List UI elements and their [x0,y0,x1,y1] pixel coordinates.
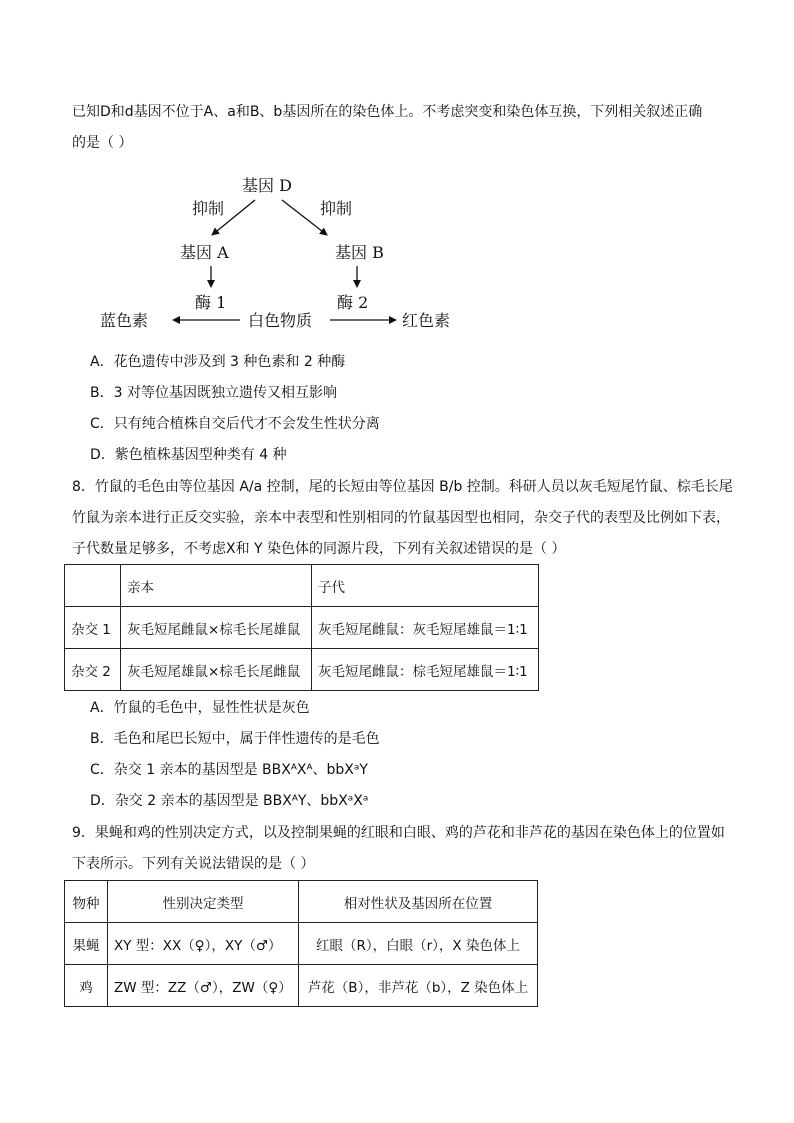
table-cell: 芦花（B），非芦花（b），Z 染色体上 [299,965,538,1007]
table-cell: 亲本 [121,565,312,607]
white-substance-label: 白色物质 [248,311,313,330]
table-row [65,649,539,691]
q7-option-c: C．只有纯合植株自交后代才不会发生性状分离 [90,416,380,432]
q8-line-2: 竹鼠为亲本进行正反交实验，亲本中表型和性别相同的竹鼠基因型也相同，杂交子代的表型及比例如下表， [72,510,730,526]
intro-line-1: 已知D和d基因不位于A、a和B、b基因所在的染色体上。不考虑突变和染色体互换，下列相关叙述正确 [72,104,703,120]
q8-option-b: B．毛色和尾巴长短中，属于伴性遗传的是毛色 [90,731,380,747]
table-cell: 红眼（R），白眼（r），X 染色体上 [299,923,538,965]
table-cell: 杂交 2 [65,649,121,691]
table-row [65,565,539,607]
q8-table [64,564,539,691]
q9-line-2: 下表所示。下列有关说法错误的是（ ） [72,856,315,872]
table-cell: 灰毛短尾雄鼠×棕毛长尾雌鼠 [121,649,312,691]
table-cell: 杂交 1 [65,607,121,649]
table-cell: 物种 [65,881,108,923]
gene-a-label: 基因 A [180,243,229,262]
inhibit-label-left: 抑制 [192,199,225,218]
table-cell: 性别决定类型 [108,881,299,923]
table-cell: XY 型：XX（♀），XY（♂） [108,923,299,965]
q8-line-1: 8．竹鼠的毛色由等位基因 A/a 控制，尾的长短由等位基因 B/b 控制。科研人员以灰毛短尾竹鼠、棕毛长尾 [72,479,733,495]
q8-option-c: C．杂交 1 亲本的基因型是 BBXᴬXᴬ、bbXᵃY [90,762,368,778]
table-cell: 鸡 [65,965,108,1007]
q7-option-a: A．花色遗传中涉及到 3 种色素和 2 种酶 [90,354,346,370]
blue-pigment-label: 蓝色素 [100,311,149,330]
table-cell [65,565,121,607]
q9-table [64,880,538,1007]
table-cell: 子代 [312,565,539,607]
q8-line-3: 子代数量足够多，不考虑X和 Y 染色体的同源片段，下列有关叙述错误的是（ ） [72,541,566,557]
table-row [65,965,538,1007]
table-row [65,607,539,649]
inhibit-label-right: 抑制 [320,199,353,218]
gene-b-label: 基因 B [335,243,384,262]
table-cell: 灰毛短尾雌鼠×棕毛长尾雄鼠 [121,607,312,649]
table-cell: 相对性状及基因所在位置 [299,881,538,923]
table-cell: 灰毛短尾雌鼠：棕毛短尾雄鼠＝1∶1 [312,649,539,691]
q7-option-d: D．紫色植株基因型种类有 4 种 [90,447,287,463]
table-cell: ZW 型：ZZ（♂），ZW（♀） [108,965,299,1007]
q8-option-d: D．杂交 2 亲本的基因型是 BBXᴬY、bbXᵃXᵃ [90,793,369,809]
enzyme-1-label: 酶 1 [195,293,227,312]
table-row [65,923,538,965]
enzyme-2-label: 酶 2 [337,293,369,312]
q8-option-a: A．竹鼠的毛色中，显性性状是灰色 [90,700,310,716]
intro-line-2: 的是（ ） [72,135,133,151]
red-pigment-label: 红色素 [402,311,451,330]
table-cell: 灰毛短尾雌鼠：灰毛短尾雄鼠＝1∶1 [312,607,539,649]
pathway-diagram [0,0,794,345]
gene-d-label: 基因 D [242,176,292,195]
q7-option-b: B．3 对等位基因既独立遗传又相互影响 [90,385,337,401]
table-row [65,881,538,923]
q9-line-1: 9．果蝇和鸡的性别决定方式，以及控制果蝇的红眼和白眼、鸡的芦花和非芦花的基因在染色体上的位置如 [72,825,725,841]
table-cell: 果蝇 [65,923,108,965]
